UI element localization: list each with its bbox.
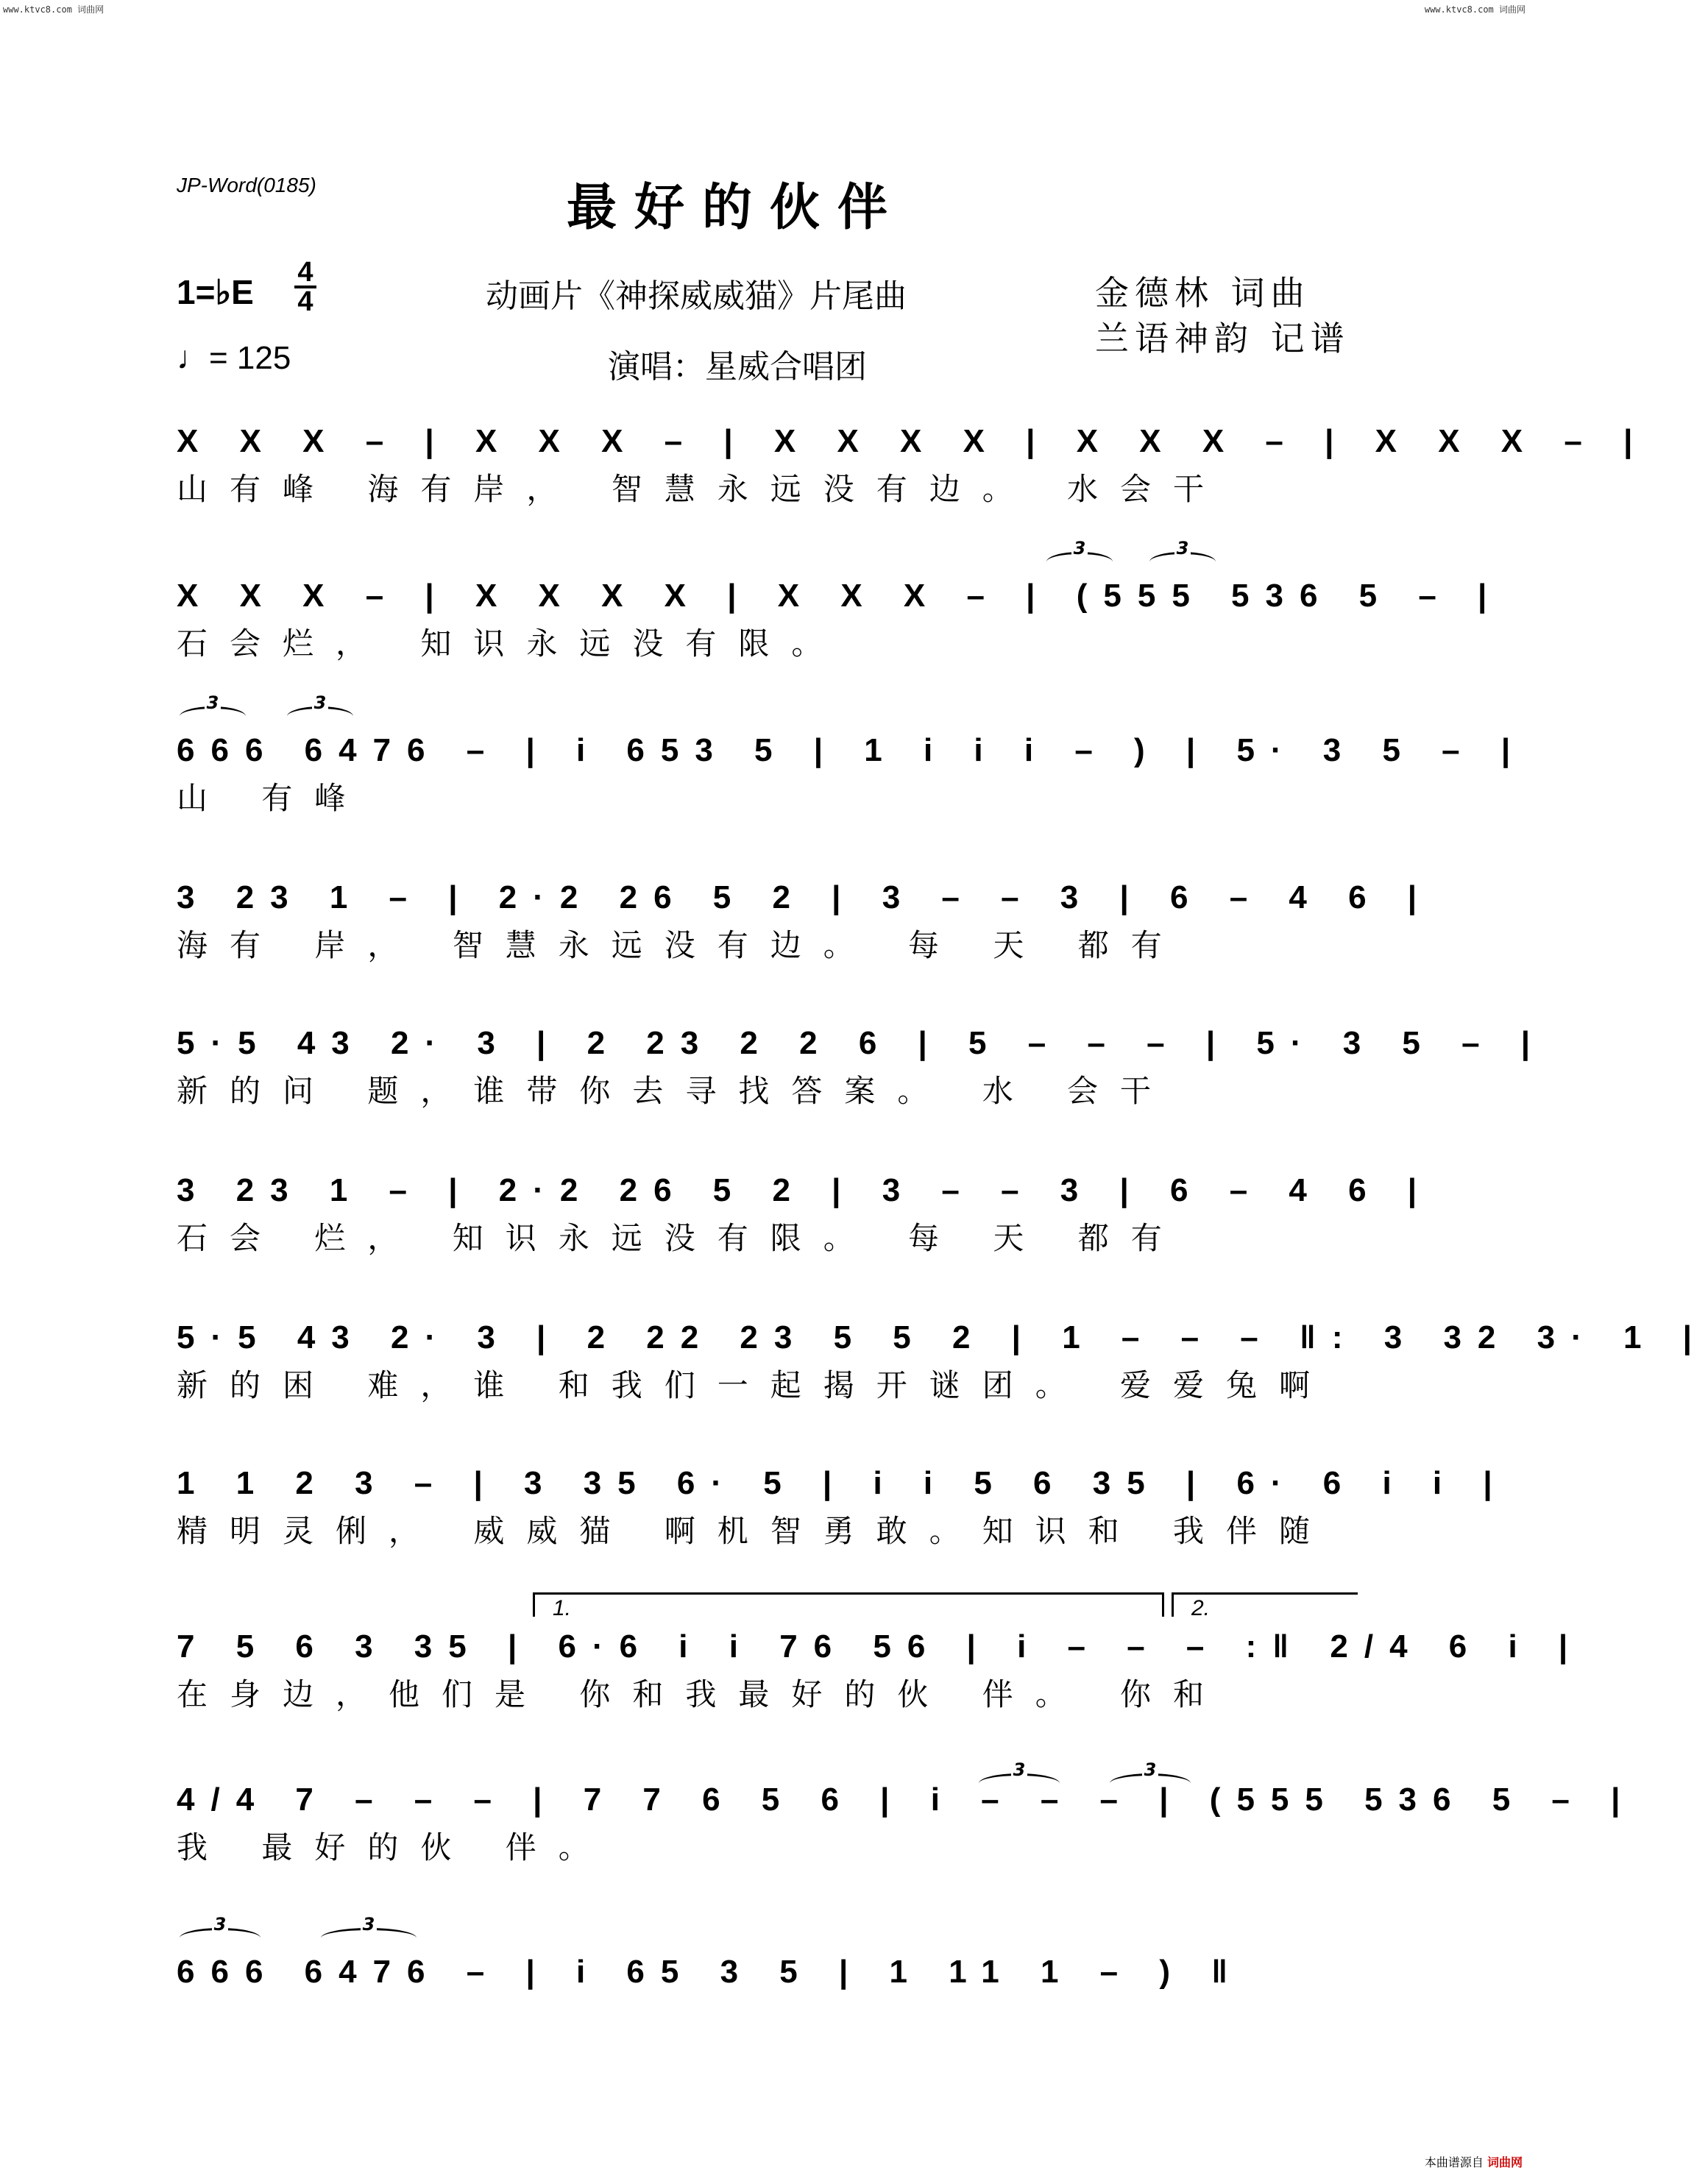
- footer-watermark: [1425, 2153, 1523, 2170]
- notation-line: 4/4 7 – – – | 7 7 6 5 6 | i – – – | (555 536 5 – |: [177, 1782, 1637, 1818]
- score-system-4: [177, 868, 1434, 979]
- footer-source-text: 本曲谱源自: [1424, 2155, 1484, 2169]
- lyric-line: 新的问 题，谁带你去寻找答案。 水 会干: [177, 1073, 1174, 1109]
- notation-line: 1 1 2 3 – | 3 35 6· 5 | i i 5 6 35 | 6· 6 i i |: [177, 1465, 1509, 1501]
- lyric-line: 精明灵俐， 威威猫 啊机智勇敢。知识和 我伴随: [177, 1513, 1333, 1549]
- score-system-2: [177, 567, 1503, 677]
- notation-line: 7 5 6 3 35 | 6·6 i i 76 56 | i – – – :‖ 2/4 6 i |: [177, 1628, 1584, 1665]
- notation-line: X X X – | X X X X | X X X – | (555 536 5 – |: [177, 578, 1503, 614]
- lyric-line: 新的困 难，谁 和我们一起揭开谜团。 爱爱兔啊: [177, 1367, 1333, 1403]
- triplet-slur: [321, 1914, 417, 1948]
- triplet-slur: [1046, 538, 1113, 572]
- score-system-1: [177, 412, 1649, 522]
- triplet-number: 3: [1142, 1759, 1159, 1780]
- triplet-slur: [979, 1759, 1060, 1793]
- triplet-number: 3: [1071, 538, 1088, 559]
- score-system-6: [177, 1161, 1434, 1272]
- score-system-9: [177, 1617, 1584, 1728]
- subtitle: 动画片《神探威威猫》片尾曲: [486, 277, 907, 315]
- series-label: JP-Word(0185): [177, 174, 316, 196]
- notation-line: 3 23 1 – | 2·2 26 5 2 | 3 – – 3 | 6 – 4 6 |: [177, 879, 1434, 915]
- triplet-number: 3: [205, 692, 222, 713]
- time-signature-bottom: 4: [297, 286, 313, 317]
- score-system-11: [177, 1943, 1354, 2031]
- notation-line: 666 6476 – | i 65 3 5 | 1 11 1 – ) ‖: [177, 1954, 1244, 1990]
- lyric-line: 海有 岸， 智慧永远没有边。 每 天 都有: [177, 927, 1184, 963]
- triplet-slur: [1149, 538, 1216, 572]
- performer: 演唱：星威合唱团: [608, 348, 867, 386]
- lyric-line: 石会 烂， 知识永远没有限。 每 天 都有: [177, 1220, 1184, 1256]
- triplet-slur: [1110, 1759, 1191, 1793]
- page-title: 最好的伙伴: [567, 179, 906, 237]
- second-ending-label: 2.: [1191, 1596, 1211, 1620]
- footer-brand: 词曲网: [1486, 2155, 1523, 2169]
- triplet-slur: [180, 692, 246, 726]
- watermark-top-left: www.ktvc8.com 词曲网: [3, 4, 104, 15]
- time-signature-top: 4: [297, 257, 313, 288]
- score-system-5: [177, 1014, 1547, 1124]
- lyric-line: 山 有峰: [177, 780, 368, 816]
- lyric-line: 我 最好的伙 伴。: [177, 1829, 612, 1865]
- lyricist: 金德林 词曲: [1095, 273, 1311, 313]
- score-system-7: [177, 1308, 1708, 1419]
- notation-line: 666 6476 – | i 653 5 | 1 i i i – ) | 5· 3 5 – |: [177, 732, 1527, 768]
- triplet-slur: [287, 692, 353, 726]
- key-signature: 1=♭E: [177, 273, 254, 311]
- first-ending-label: 1.: [553, 1596, 572, 1620]
- triplet-number: 3: [212, 1914, 229, 1935]
- first-ending-bracket: [533, 1592, 1164, 1620]
- watermark-top-right: www.ktvc8.com 词曲网: [1424, 4, 1525, 15]
- score-system-3: [177, 721, 1527, 832]
- notation-line: 3 23 1 – | 2·2 26 5 2 | 3 – – 3 | 6 – 4 6 |: [177, 1172, 1434, 1208]
- second-ending-bracket: [1172, 1592, 1358, 1620]
- time-signature: [294, 259, 316, 315]
- triplet-number: 3: [1174, 538, 1191, 559]
- triplet-number: 3: [312, 692, 329, 713]
- lyric-line: 山有峰 海有岸， 智慧永远没有边。 水会干: [177, 471, 1227, 507]
- transcriber: 兰语神韵 记谱: [1095, 319, 1350, 358]
- triplet-number: 3: [1011, 1759, 1028, 1780]
- notation-line: 5·5 43 2· 3 | 2 22 23 5 5 2 | 1 – – – ‖: 3 32 3· 1 |: [177, 1319, 1708, 1355]
- notation-line: X X X – | X X X – | X X X X | X X X – | X X X – |: [177, 423, 1649, 459]
- tempo-marking: ♩= 125: [177, 340, 291, 376]
- triplet-slur: [180, 1914, 261, 1948]
- lyric-line: 石会烂， 知识永远没有限。: [177, 625, 845, 662]
- notation-line: 5·5 43 2· 3 | 2 23 2 2 6 | 5 – – – | 5· 3 5 – |: [177, 1025, 1547, 1061]
- lyric-line: 在身边，他们是 你和我最好的伙 伴。 你和: [177, 1676, 1227, 1712]
- triplet-number: 3: [361, 1914, 378, 1935]
- score-system-8: [177, 1454, 1509, 1564]
